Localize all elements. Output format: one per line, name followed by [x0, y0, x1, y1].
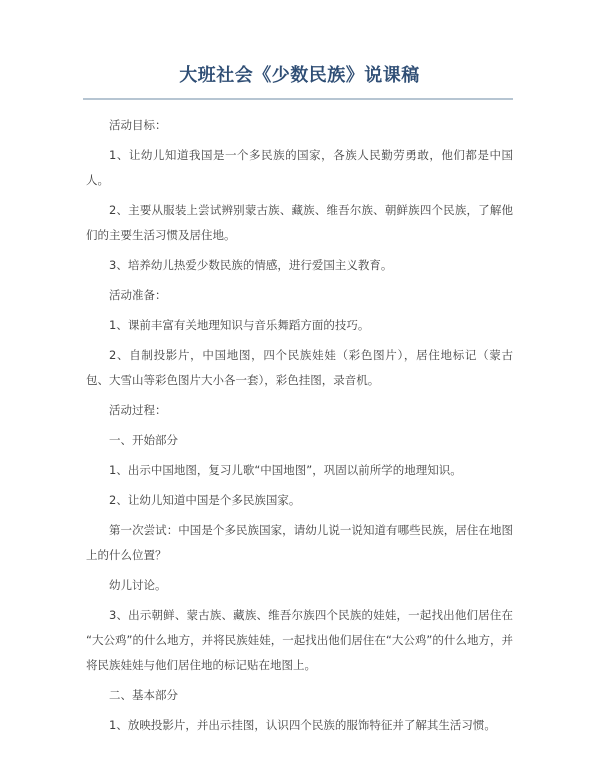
paragraph: 1、放映投影片，并出示挂图，认识四个民族的服饰特征并了解其生活习惯。	[109, 718, 496, 732]
paragraph: 3、培养幼儿热爱少数民族的情感，进行爱国主义教育。	[109, 258, 393, 272]
paragraph: 3、出示朝鲜、蒙古族、藏族、维吾尔族四个民族的娃娃，一起找出他们居住在“大公鸡”的什么地方，并将民族娃娃，一起找出他们居住在“大公鸡”的什么地方，并将民族娃娃与他们居住地的标记贴在地图上。	[86, 608, 513, 672]
section-heading-activity-goals: 活动目标：	[109, 118, 167, 132]
section-heading-activity-process: 活动过程：	[109, 403, 167, 417]
document-body	[86, 113, 513, 738]
subsection-heading-part-one: 一、开始部分	[109, 433, 178, 447]
paragraph: 幼儿讨论。	[109, 578, 167, 592]
page-title: 大班社会《少数民族》说课稿	[179, 65, 420, 86]
title-divider	[83, 98, 513, 100]
subsection-heading-part-two: 二、基本部分	[109, 688, 178, 702]
paragraph: 1、出示中国地图，复习儿歌“中国地图”，巩固以前所学的地理知识。	[109, 463, 462, 477]
section-heading-activity-preparation: 活动准备：	[109, 288, 167, 302]
paragraph: 第一次尝试：中国是个多民族国家，请幼儿说一说知道有哪些民族，居住在地图上的什么位置？	[86, 523, 513, 562]
paragraph: 2、自制投影片，中国地图，四个民族娃娃（彩色图片），居住地标记（蒙古包、大雪山等彩色图片大小各一套），彩色挂图，录音机。	[86, 348, 513, 387]
paragraph: 2、让幼儿知道中国是个多民族国家。	[109, 493, 301, 507]
paragraph: 1、课前丰富有关地理知识与音乐舞蹈方面的技巧。	[109, 318, 370, 332]
paragraph: 1、让幼儿知道我国是一个多民族的国家，各族人民勤劳勇敢，他们都是中国人。	[86, 148, 513, 187]
paragraph: 2、主要从服装上尝试辨别蒙古族、藏族、维吾尔族、朝鲜族四个民族，了解他们的主要生活习惯及居住地。	[86, 203, 513, 242]
